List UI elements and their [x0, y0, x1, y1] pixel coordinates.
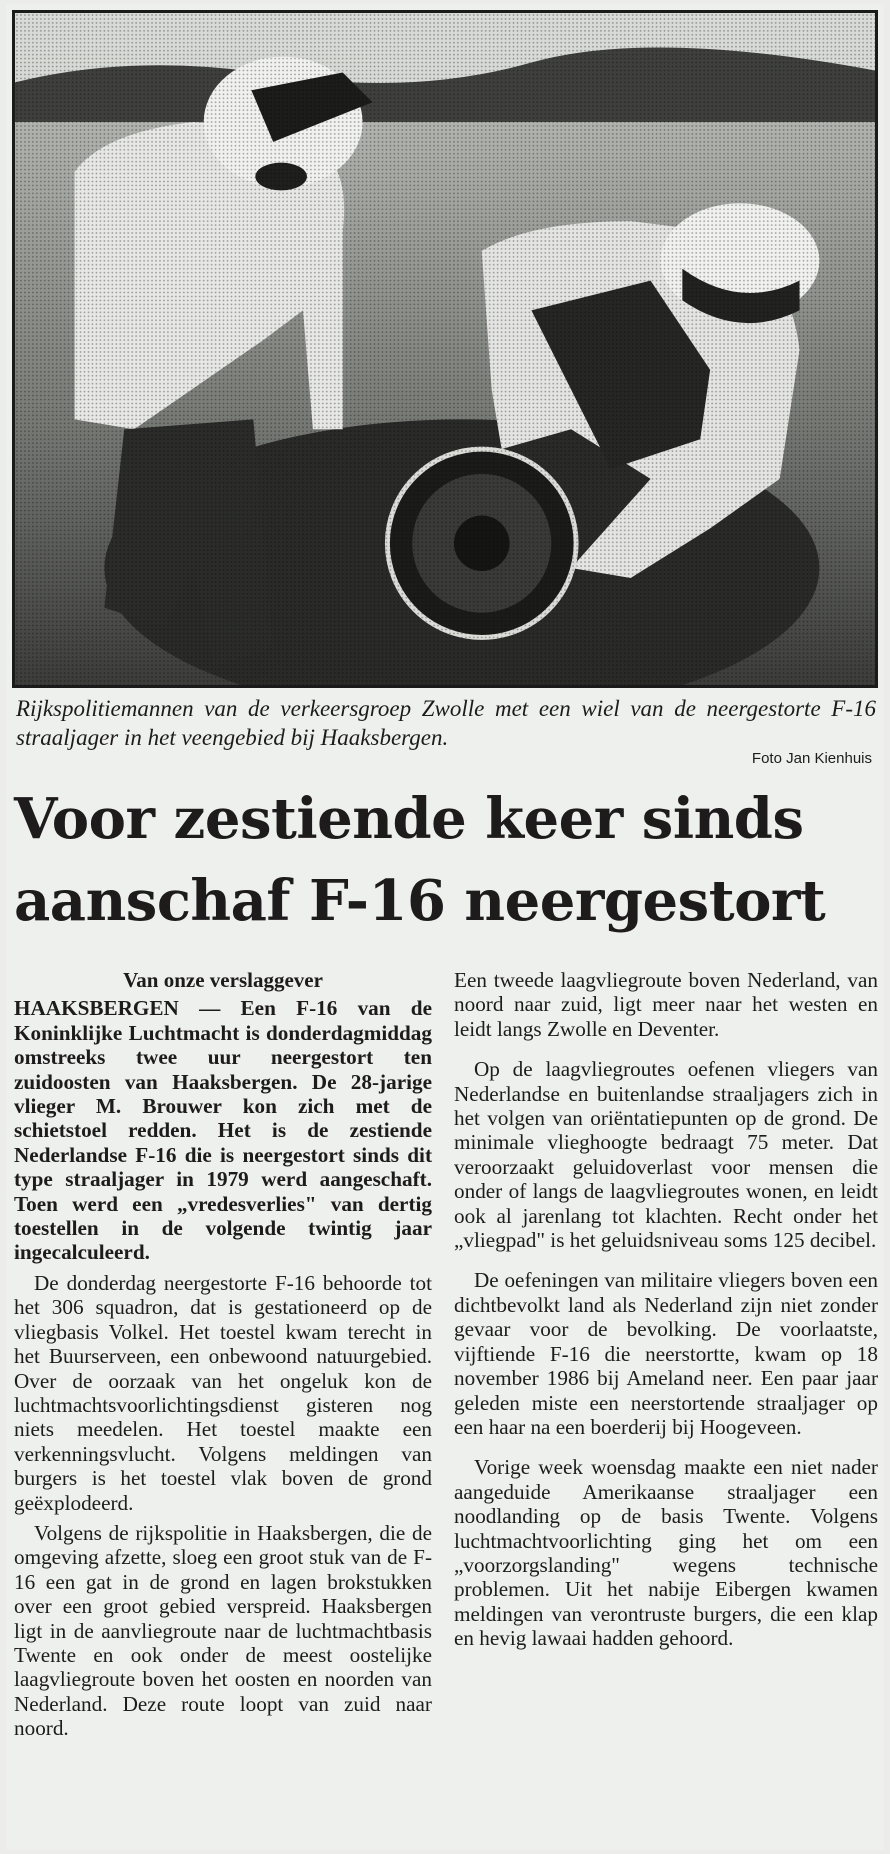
- news-photo: [12, 10, 878, 688]
- headline: [14, 778, 880, 942]
- lead-text: Een F-16 van de Koninklijke Luchtmacht is donderdagmiddag omstreeks twee uur neergestort ten zuidoosten van Haaksbergen. De 28-jarige vlieger M. Brouwer kon zich met de schietstoel redden. Het is de zestiende Nederlandse F-16 die is neergestort sinds dit type straaljager in 1979 werd aangeschaft. Toen werd een „vredesverlies" van dertig toestellen in de volgende twintig jaar ingecalculeerd.: [14, 996, 432, 1265]
- dateline: HAAKSBERGEN —: [14, 996, 241, 1021]
- paragraph-4: Een tweede laagvliegroute boven Nederland, van noord naar zuid, ligt meer naar het westen en leidt langs Zwolle en Deventer.: [454, 968, 878, 1041]
- newspaper-clipping: [6, 4, 884, 1850]
- headline-line-2: aanschaf F-16 neergestort: [14, 868, 826, 934]
- photo-credit: Foto Jan Kienhuis: [751, 750, 872, 767]
- paragraph-7: Vorige week woensdag maakte een niet nader aangeduide Amerikaanse straaljager een noodlanding op de basis Twente. Volgens luchtmachtvoorlichting ging het om een „voorzorgslanding" wegens technische problemen. Uit het nabije Eibergen kwamen meldingen van verontruste burgers, die een klap en hevig lawaai hadden gehoord.: [454, 1455, 878, 1651]
- lead-paragraph: [14, 996, 432, 1264]
- paragraph-2: De donderdag neergestorte F-16 behoorde tot het 306 squadron, dat is gestationeerd op de vliegbasis Volkel. Het toestel kwam terecht in het Buurserveen, een onbewoond natuurgebied. Over de oorzaak van het ongeluk kon de luchtmachtsvoorlichtingsdienst gisteren nog niets meedelen. Het toestel maakte een verkenningsvlucht. Volgens meldingen van burgers is het toestel vlak boven de grond geëxplodeerd.: [14, 1270, 432, 1515]
- paragraph-5: Op de laagvliegroutes oefenen vliegers van Nederlandse en buitenlandse straaljagers zich in het volgen van oriëntatiepunten op de grond. De minimale vlieghoogte bedraagt 75 meter. Dat veroorzaakt geluidoverlast voor mensen die onder of langs de laagvliegroutes wonen, en leidt ook al jarenlang tot klachten. Recht onder het „vliegpad" is het geluidsniveau soms 125 decibel.: [454, 1057, 878, 1253]
- article-column-1: [14, 968, 432, 1747]
- article-column-2: [454, 968, 878, 1657]
- byline: Van onze verslaggever: [123, 968, 323, 992]
- headline-line-1: Voor zestiende keer sinds: [14, 786, 804, 852]
- photo-caption: Rijkspolitiemannen van de verkeersgroep Zwolle met een wiel van de neergestorte F-16 straaljager in het veengebied bij Haaksbergen.: [16, 696, 876, 750]
- paragraph-3: Volgens de rijkspolitie in Haaksbergen, die de omgeving afzette, sloeg een groot stuk van de F-16 een gat in de grond en lagen brokstukken over een groot gebied verspreid. Haaksbergen ligt in de aanvliegroute naar de luchtmachtbasis Twente en ook onder de meest oostelijke laagvliegroute boven het oosten en noorden van Nederland. Deze route loopt van zuid naar noord.: [14, 1520, 432, 1741]
- paragraph-6: De oefeningen van militaire vliegers boven een dichtbevolkt land als Nederland zijn niet zonder gevaar voor de bevolking. De voorlaatste, vijftiende F-16 die neerstortte, kwam op 18 november 1986 bij Ameland neer. Een paar jaar geleden miste een neerstortende straaljager op een haar na een boerderij bij Hoogeveen.: [454, 1268, 878, 1439]
- photo-police-officers-with-wheel-icon: [15, 13, 875, 685]
